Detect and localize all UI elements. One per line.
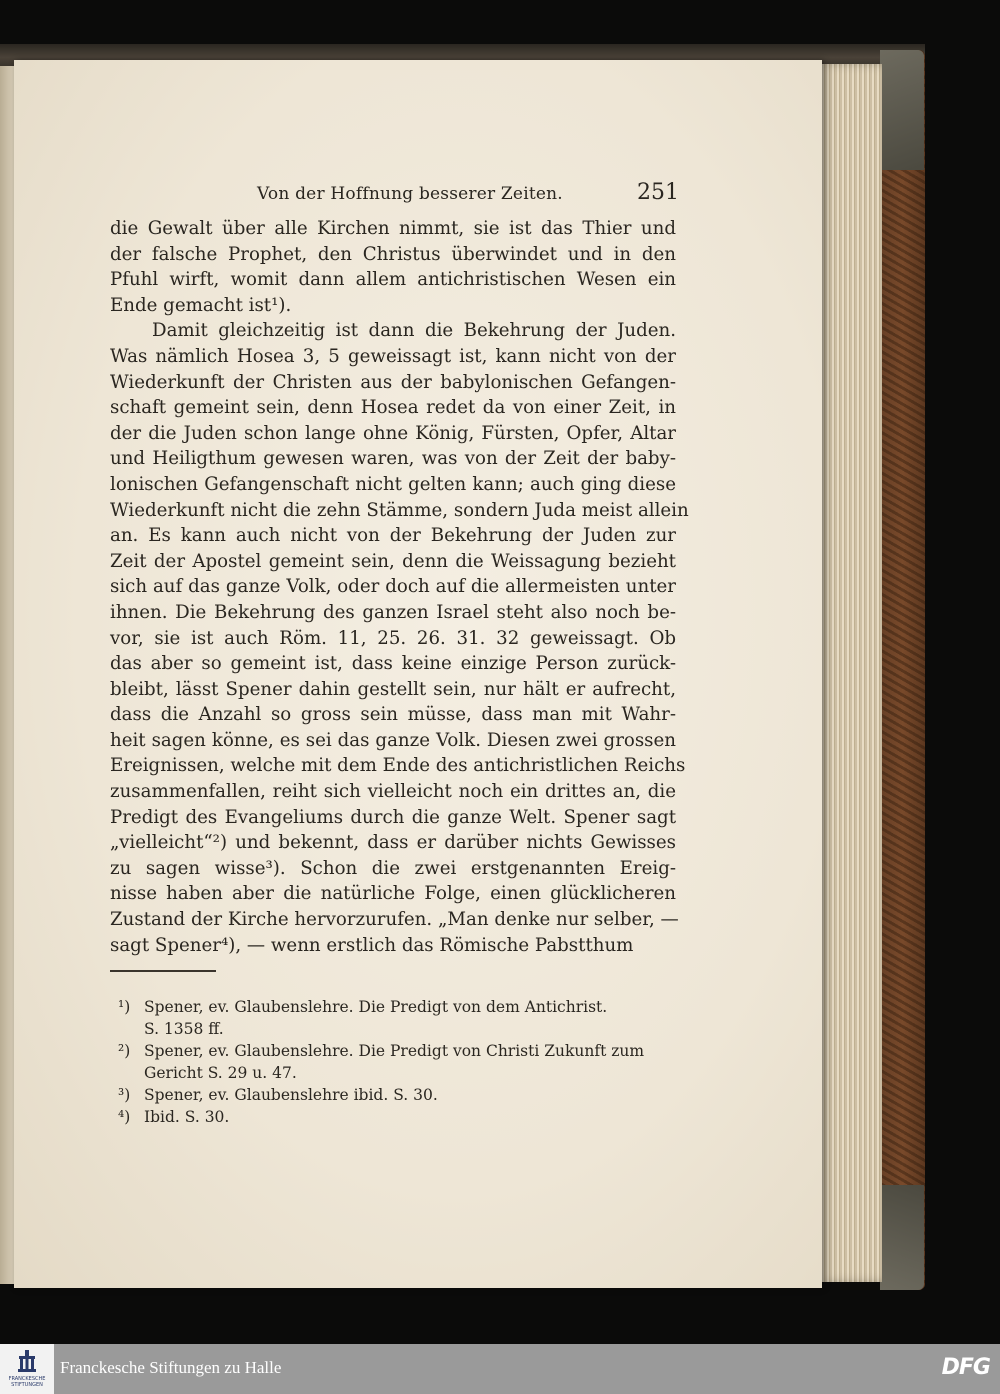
text-line: Wiederkunft der Christen aus der babylonischen Gefangen- <box>110 371 676 393</box>
text-line: „vielleicht“²) und bekennt, dass er darüber nichts Gewisses <box>110 832 676 854</box>
footnote <box>118 1040 674 1062</box>
text-line: nisse haben aber die natürliche Folge, einen glücklicheren <box>110 883 676 905</box>
text-line: Damit gleichzeitig ist dann die Bekehrung der Juden. <box>152 320 676 342</box>
text-line: zu sagen wisse³). Schon die zwei erstgenannten Ereig- <box>110 857 676 879</box>
running-title: Von der Hoffnung besserer Zeiten. <box>257 184 563 204</box>
text-line: sich auf das ganze Volk, oder doch auf die allermeisten unter <box>110 576 676 598</box>
footnote-continuation: Gericht S. 29 u. 47. <box>144 1064 297 1082</box>
book-cover-marbled <box>880 50 925 1290</box>
text-line: Pfuhl wirft, womit dann allem antichristischen Wesen ein <box>110 269 676 291</box>
footnote-continuation: S. 1358 ff. <box>144 1020 224 1038</box>
page-edges <box>820 64 882 1282</box>
text-line: Predigt des Evangeliums durch die ganze Welt. Spener sagt <box>110 806 676 828</box>
text-line: der falsche Prophet, den Christus überwindet und in den <box>110 243 676 265</box>
text-line: ihnen. Die Bekehrung des ganzen Israel steht also noch be- <box>110 601 676 623</box>
book-page <box>14 60 822 1288</box>
dfg-logo[interactable]: DFG <box>941 1355 990 1380</box>
footnote <box>118 996 674 1018</box>
text-line: die Gewalt über alle Kirchen nimmt, sie ist das Thier und <box>110 218 676 239</box>
footnote-mark: ¹) <box>118 998 131 1016</box>
text-line: der die Juden schon lange ohne König, Fürsten, Opfer, Altar <box>110 422 676 444</box>
text-line: sagt Spener⁴), — wenn erstlich das Römische Pabstthum <box>110 934 634 956</box>
text-line: an. Es kann auch nicht von der Bekehrung der Juden zur <box>110 525 676 547</box>
text-line: lonischen Gefangenschaft nicht gelten kann; auch ging diese <box>110 473 676 495</box>
viewer-footer-bar <box>0 1344 1000 1394</box>
building-icon <box>17 1350 37 1372</box>
text-line: das aber so gemeint ist, dass keine einzige Person zurück- <box>110 653 676 675</box>
text-line: Wiederkunft nicht die zehn Stämme, sondern Juda meist allein <box>110 499 689 521</box>
text-line: Ereignissen, welche mit dem Ende des antichristlichen Reichs <box>110 755 686 777</box>
footnote-text: Spener, ev. Glaubenslehre. Die Predigt von dem Antichrist. <box>144 998 608 1016</box>
text-line: vor, sie ist auch Röm. 11, 25. 26. 31. 32 geweissagt. Ob <box>110 627 676 649</box>
text-line: bleibt, lässt Spener dahin gestellt sein, nur hält er aufrecht, <box>110 678 676 700</box>
book-cover-corner-bottom <box>880 1185 924 1290</box>
footnote-mark: ³) <box>118 1086 131 1104</box>
footnote-mark: ²) <box>118 1042 131 1060</box>
text-line: dass die Anzahl so gross sein müsse, dass man mit Wahr- <box>110 704 676 726</box>
page-number: 251 <box>637 180 679 205</box>
book-cover-corner-top <box>880 50 924 170</box>
footnotes <box>118 996 674 1128</box>
footnote-text: Spener, ev. Glaubenslehre. Die Predigt von Christi Zukunft zum <box>144 1042 645 1060</box>
footnote <box>118 1106 674 1128</box>
institution-name[interactable]: Franckesche Stiftungen zu Halle <box>60 1358 282 1377</box>
text-line: schaft gemeint sein, denn Hosea redet da von einer Zeit, in <box>110 397 676 419</box>
page-header <box>257 180 679 210</box>
footnote-rule <box>110 970 216 972</box>
text-line: Was nämlich Hosea 3, 5 geweissagt ist, kann nicht von der <box>110 345 676 367</box>
text-line: heit sagen könne, es sei das ganze Volk. Diesen zwei grossen <box>110 729 676 751</box>
body-text <box>110 216 689 958</box>
text-line: Ende gemacht ist¹). <box>110 294 292 316</box>
footnote-text: Ibid. S. 30. <box>144 1108 230 1126</box>
institution-logo[interactable] <box>0 1344 54 1394</box>
text-line: und Heiligthum gewesen waren, was von der Zeit der baby- <box>110 448 676 470</box>
text-line: Zeit der Apostel gemeint sein, denn die Weissagung bezieht <box>110 550 676 572</box>
footnote-mark: ⁴) <box>118 1108 131 1126</box>
footnote-text: Spener, ev. Glaubenslehre ibid. S. 30. <box>144 1086 438 1104</box>
text-line: Zustand der Kirche hervorzurufen. „Man denke nur selber, — <box>110 909 679 931</box>
footnote <box>118 1084 674 1106</box>
text-line: zusammenfallen, reiht sich vielleicht noch ein drittes an, die <box>110 781 676 803</box>
logo-text: FRANCKESCHE STIFTUNGEN <box>8 1376 46 1388</box>
